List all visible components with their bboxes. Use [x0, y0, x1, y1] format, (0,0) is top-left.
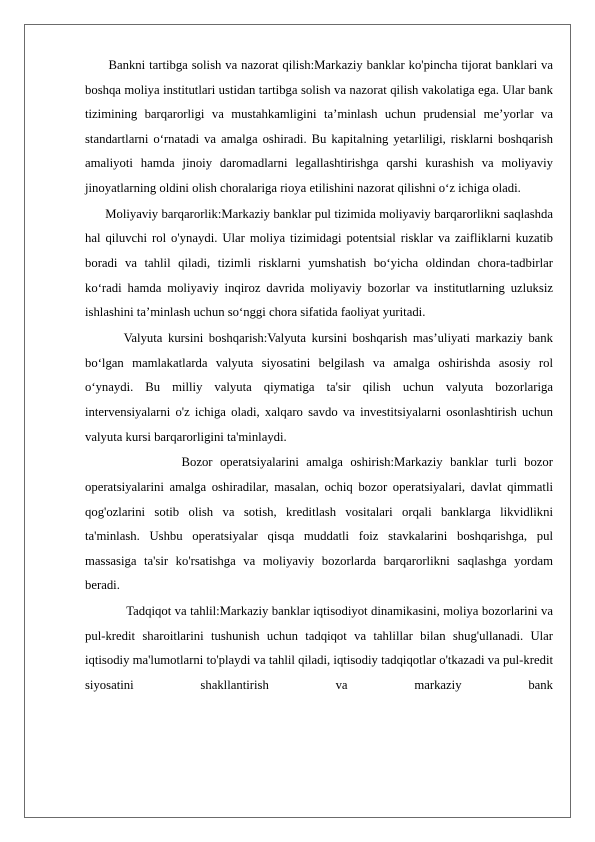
paragraph-research-analysis [85, 599, 553, 697]
paragraph-indent [85, 455, 182, 469]
paragraph-text: Tadqiqot va tahlil:Markaziy banklar iqtisodiyot dinamikasini, moliya bozorlarini va pul-kredit sharoitlarini tushunish uchun tadqiqot va tahlillar bilan shug'ullanadi. Ular iqtisodiy ma'lumotlarni to'playdi va tahlil qiladi, iqtisodiy tadqiqotlar o'tkazadi va pul-kredit siyosatini shakllantirish va markaziy bank [85, 604, 553, 693]
paragraph-text: Moliyaviy barqarorlik:Markaziy banklar pul tizimida moliyaviy barqarorlikni saqlashda hal qiluvchi rol o'ynaydi. Ular moliya tizimidagi potentsial risklar va zaifliklarni kuzatib boradi va tahlil qiladi, tizimli risklarni yumshatish bo‘yicha oldindan chora-tadbirlar ko‘radi hamda moliyaviy inqiroz davrida moliyaviy bozorlar va institutlarning uzluksiz ishlashini taʼminlash uchun so‘nggi chora sifatida faoliyat yuritadi. [85, 206, 554, 320]
paragraph-bank-regulation [85, 53, 553, 201]
paragraph-text: Valyuta kursini boshqarish:Valyuta kursini boshqarish masʼuliyati markaziy bank boʻlgan mamlakatlarda valyuta siyosatini belgilash va amalga oshirishda asosiy rol oʻynaydi. Bu milliy valyuta qiymatiga ta'sir qilish uchun valyuta bozorlariga intervensiyalarni o'z ichiga oladi, xalqaro savdo va investitsiyalarni osonlashtirish uchun valyuta kursi barqarorligini ta'minlaydi. [85, 331, 553, 444]
paragraph-exchange-rate [85, 326, 553, 449]
paragraph-text: Bozor operatsiyalarini amalga oshirish:Markaziy banklar turli bozor operatsiyalarini amalga oshiradilar, masalan, ochiq bozor operatsiyalari, davlat qimmatli qog'ozlarini sotib olish va sotish, kreditlash vositalari orqali banklarga likvidlikni ta'minlash. Ushbu operatsiyalar qisqa muddatli foiz stavkalarini boshqarishga, pul massasiga ta'sir ko'rsatishga va moliyaviy bozorlarda barqarorlikni saqlashga yordam beradi. [85, 455, 554, 593]
paragraph-market-operations [85, 450, 553, 598]
paragraph-indent [85, 331, 124, 345]
paragraph-indent [85, 604, 126, 618]
paragraph-indent [85, 58, 109, 72]
paragraph-financial-stability [85, 202, 553, 325]
paragraph-indent [85, 207, 105, 221]
paragraph-text: Bankni tartibga solish va nazorat qilish:Markaziy banklar ko'pincha tijorat banklari va boshqa moliya institutlari ustidan tartibga solish va nazorat qilish vakolatiga ega. Ular bank tizimining barqarorligi va mustahkamligini taʼminlash uchun prudensial meʼyorlar va standartlarni oʻrnatadi va amalga oshiradi. Bu kapitalning yetarliligi, risklarni boshqarish amaliyoti hamda jinoiy daromadlarni legallashtirishga qarshi kurashish va moliyaviy jinoyatlarning oldini olish choralariga rioya etilishini nazorat qilishni oʻz ichiga oladi. [85, 58, 553, 195]
document-body [85, 53, 553, 699]
